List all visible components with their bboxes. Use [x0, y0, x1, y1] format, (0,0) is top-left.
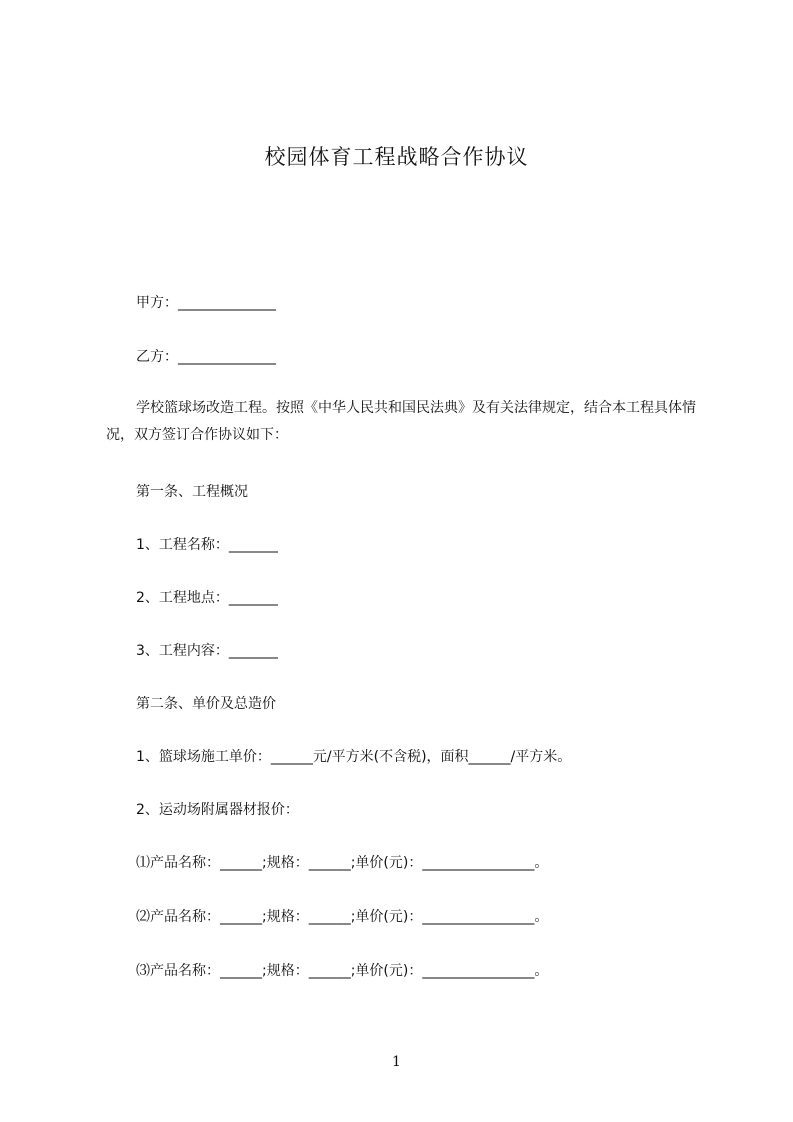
product-line: ⑴产品名称：______;规格：______;单价(元)：________________。 [136, 855, 549, 871]
article-1-item: 3、工程内容：_______ [136, 643, 278, 659]
article-1-item: 1、工程名称：_______ [136, 537, 278, 553]
product-line: ⑶产品名称：______;规格：______;单价(元)：________________。 [136, 963, 549, 979]
article-2-item-equipment: 2、运动场附属器材报价： [136, 802, 299, 818]
party-b-line: 乙方：______________ [136, 349, 276, 365]
article-2-item-unit-price: 1、篮球场施工单价：______元/平方米(不含税)，面积______/平方米。 [136, 749, 572, 765]
article-1-item: 2、工程地点：_______ [136, 590, 278, 606]
product-line: ⑵产品名称：______;规格：______;单价(元)：________________。 [136, 909, 549, 925]
intro-paragraph: 学校篮球场改造工程。按照《中华人民共和国民法典》及有关法律规定，结合本工程具体情况，双方签订合作协议如下： [106, 400, 696, 443]
article-1-heading: 第一条、工程概况 [136, 484, 248, 500]
article-2-heading: 第二条、单价及总造价 [136, 696, 276, 712]
party-a-line: 甲方：______________ [136, 295, 276, 311]
page-number: 1 [392, 1054, 401, 1070]
document-title: 校园体育工程战略合作协议 [264, 145, 529, 169]
